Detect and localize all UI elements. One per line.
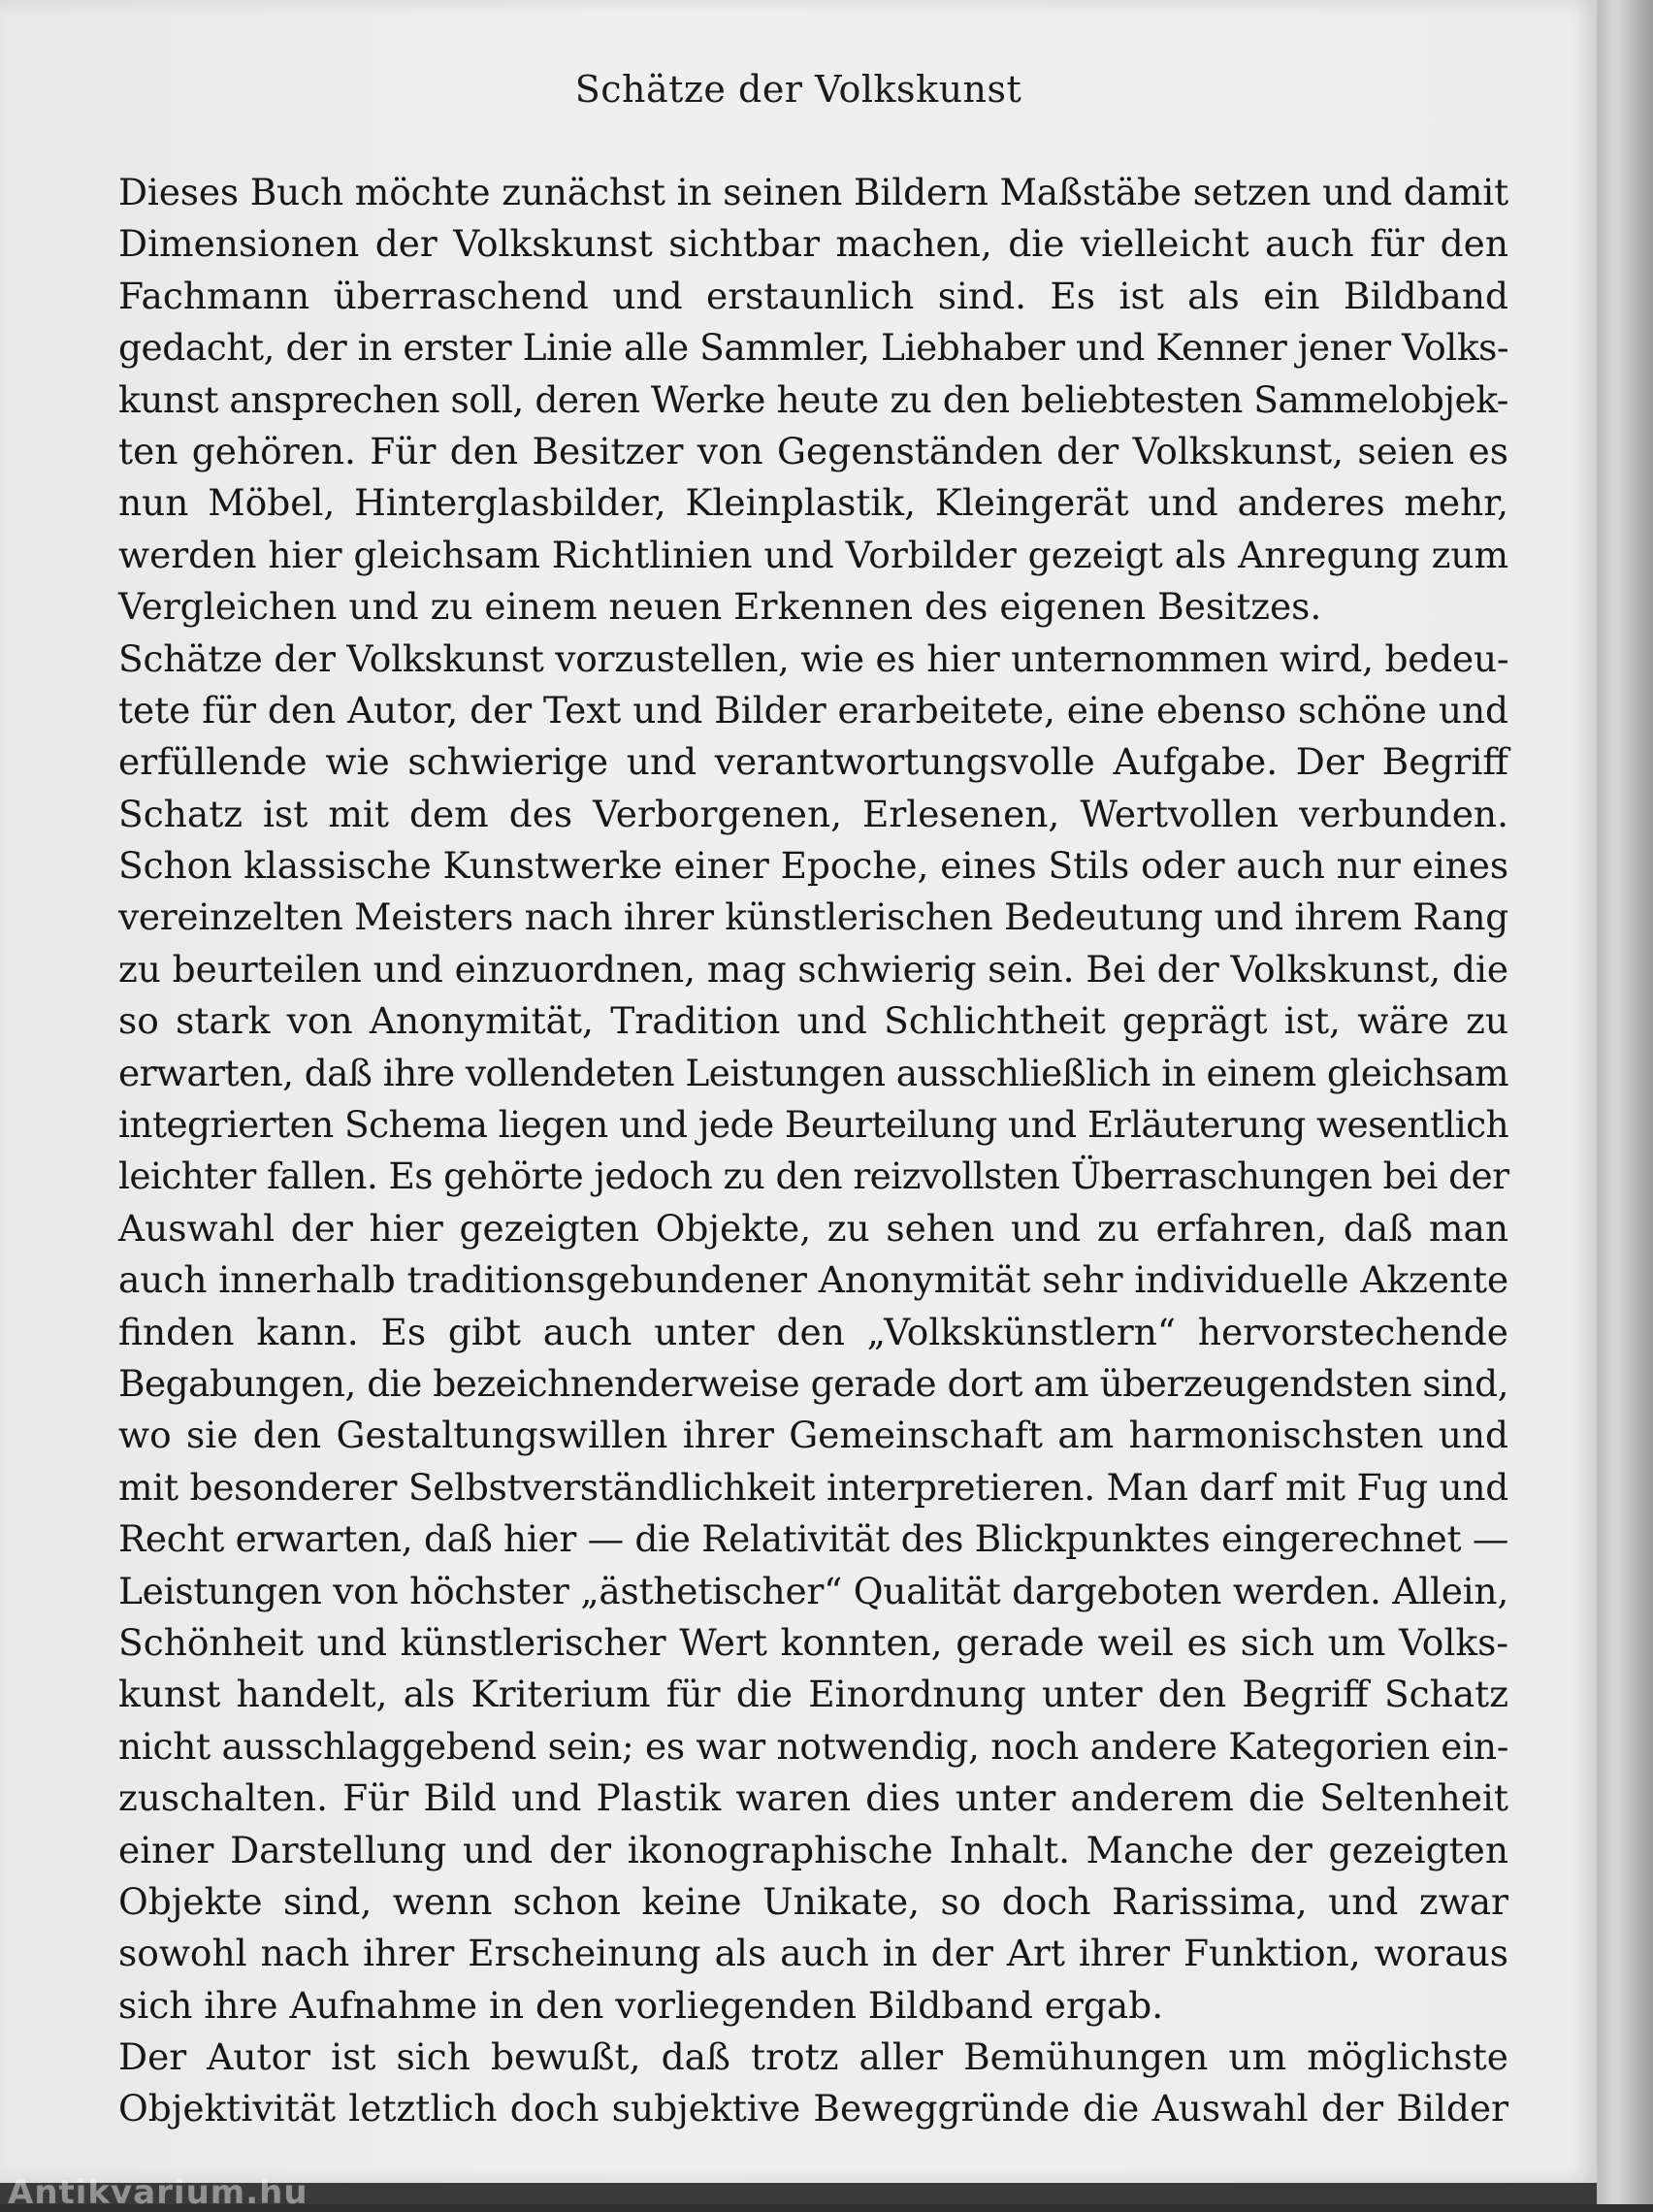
text-line: finden kann. Es gibt auch unter den „Volkskünstlern“ hervorstechende bbox=[118, 1310, 1508, 1353]
text-line: ten gehören. Für den Besitzer von Gegenständen der Volkskunst, seien es bbox=[118, 429, 1508, 472]
text-line: Auswahl der hier gezeigten Objekte, zu sehen und zu erfahren, daß man bbox=[118, 1206, 1508, 1250]
text-line: Schatz ist mit dem des Verborgenen, Erlesenen, Wertvollen verbunden. bbox=[118, 792, 1508, 835]
text-line: auch innerhalb traditionsgebundener Anonymität sehr individuelle Akzente bbox=[118, 1258, 1509, 1302]
text-line: Objektivität letztlich doch subjektive Beweggründe die Auswahl der Bilder bbox=[118, 2087, 1508, 2131]
text-line: Schon klassische Kunstwerke einer Epoche, eines Stils oder auch nur eines bbox=[118, 844, 1508, 888]
text-line: vereinzelten Meisters nach ihrer künstlerischen Bedeutung und ihrem Rang bbox=[118, 895, 1508, 939]
text-line: sowohl nach ihrer Erscheinung als auch in der Art ihrer Funktion, woraus bbox=[118, 1932, 1508, 1975]
text-line: Objekte sind, wenn schon keine Unikate, so doch Rarissima, und zwar bbox=[118, 1879, 1508, 1923]
text-line: gedacht, der in erster Linie alle Sammler, Liebhaber und Kenner jener Volks- bbox=[118, 326, 1509, 370]
text-line: Fachmann überraschend und erstaunlich sind. Es ist als ein Bildband bbox=[118, 274, 1508, 317]
text-line: Schätze der Volkskunst vorzustellen, wie es hier unternommen wird, bedeu- bbox=[118, 636, 1509, 680]
text-line: sich ihre Aufnahme in den vorliegenden Bildband ergab. bbox=[118, 1983, 1164, 2027]
text-line: Dimensionen der Volkskunst sichtbar machen, die vielleicht auch für den bbox=[118, 222, 1508, 266]
text-line: zu beurteilen und einzuordnen, mag schwierig sein. Bei der Volkskunst, die bbox=[118, 947, 1508, 991]
text-line: integrierten Schema liegen und jede Beurteilung und Erläuterung wesentlich bbox=[118, 1103, 1509, 1147]
watermark: Antikvarium.hu bbox=[8, 2173, 308, 2212]
text-line: einer Darstellung und der ikonographische Inhalt. Manche der gezeigten bbox=[118, 1828, 1508, 1871]
book-page-edge bbox=[1597, 0, 1653, 2204]
text-line: nicht ausschlaggebend sein; es war notwendig, noch andere Kategorien ein- bbox=[118, 1724, 1509, 1768]
text-line: Vergleichen und zu einem neuen Erkennen des eigenen Besitzes. bbox=[118, 585, 1322, 629]
text-line: erwarten, daß ihre vollendeten Leistungen ausschließlich in einem gleichsam bbox=[118, 1051, 1508, 1094]
text-line: Dieses Buch möchte zunächst in seinen Bildern Maßstäbe setzen und damit bbox=[118, 171, 1508, 213]
text-line: Leistungen von höchster „ästhetischer“ Qualität dargeboten werden. Allein, bbox=[118, 1569, 1508, 1612]
text-line: zuschalten. Für Bild und Plastik waren dies unter anderem die Seltenheit bbox=[118, 1776, 1508, 1820]
text-line: Begabungen, die bezeichnenderweise gerade dort am überzeugendsten sind, bbox=[118, 1361, 1508, 1405]
text-line: werden hier gleichsam Richtlinien und Vorbilder gezeigt als Anregung zum bbox=[118, 533, 1509, 576]
page-title: Schätze der Volkskunst bbox=[574, 68, 1022, 111]
text-line: leichter fallen. Es gehörte jedoch zu den reizvollsten Überraschungen bei der bbox=[118, 1155, 1509, 1198]
text-line: tete für den Autor, der Text und Bilder erarbeitete, eine ebenso schöne und bbox=[118, 688, 1508, 732]
text-line: Recht erwarten, daß hier — die Relativität des Blickpunktes eingerechnet — bbox=[118, 1517, 1508, 1561]
text-line: kunst ansprechen soll, deren Werke heute zu den beliebtesten Sammelobjek- bbox=[118, 377, 1508, 421]
text-line: kunst handelt, als Kriterium für die Einordnung unter den Begriff Schatz bbox=[118, 1673, 1508, 1716]
text-line: wo sie den Gestaltungswillen ihrer Gemeinschaft am harmonischsten und bbox=[118, 1414, 1508, 1457]
text-line: so stark von Anonymität, Tradition und Schlichtheit geprägt ist, wäre zu bbox=[118, 999, 1508, 1043]
body-text bbox=[118, 167, 1508, 2135]
text-line: nun Möbel, Hinterglasbilder, Kleinplastik, Kleingerät und anderes mehr, bbox=[118, 481, 1508, 525]
text-line: Der Autor ist sich bewußt, daß trotz aller Bemühungen um möglichste bbox=[118, 2035, 1508, 2079]
text-line: Schönheit und künstlerischer Wert konnten, gerade weil es sich um Volks- bbox=[118, 1620, 1508, 1664]
text-line: erfüllende wie schwierige und verantwortungsvolle Aufgabe. Der Begriff bbox=[118, 740, 1508, 784]
text-line: mit besonderer Selbstverständlichkeit interpretieren. Man darf mit Fug und bbox=[118, 1465, 1508, 1509]
